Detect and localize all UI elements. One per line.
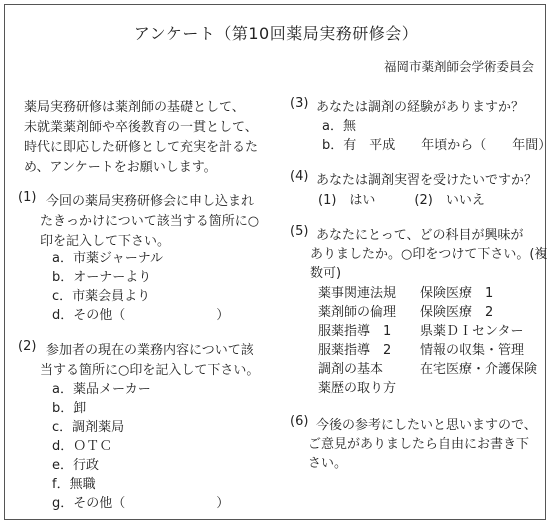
question-number: (6) [290, 414, 309, 429]
page-title: アンケート（第10回薬局実務研修会） [133, 24, 419, 43]
option-item[interactable]: a．薬品メーカー [52, 382, 151, 397]
question-text: 当する箇所に○印を記入して下さい。 [40, 363, 260, 378]
subject-item[interactable]: 服薬指導 1 [318, 324, 392, 339]
question-text: 印を記入して下さい。 [40, 234, 171, 249]
question-number: (1) [18, 190, 37, 205]
option-item[interactable]: f．無職 [52, 477, 96, 492]
option-item[interactable]: c．市薬会員より [52, 289, 151, 304]
subject-item[interactable]: 保険医療 1 [420, 286, 494, 301]
option-item[interactable]: b．有 平成 年頃から（ 年間） [322, 138, 552, 153]
subject-item[interactable]: 県薬ＤＩセンター [420, 324, 524, 339]
intro-line: 時代に即応した研修として充実を計るた [24, 140, 259, 155]
subject-item[interactable]: 薬剤師の倫理 [318, 305, 397, 320]
intro-line: 未就業薬剤師や卒後教育の一貫として、 [24, 120, 258, 135]
question-text: 参加者の現在の業務内容について該 [46, 343, 254, 358]
option-item[interactable]: b．卸 [52, 401, 87, 416]
question-text: あなたは調剤の経験がありますか？ [316, 100, 525, 115]
intro-line: 薬局実務研修は薬剤師の基礎として、 [24, 100, 245, 115]
question-text: さい。 [308, 456, 348, 471]
subject-item[interactable]: 情報の収集・管理 [420, 343, 525, 358]
intro-line: め、アンケートをお願いします。 [24, 160, 217, 175]
subject-item[interactable]: 保険医療 2 [420, 305, 494, 320]
question-text: 今回の薬局実務研修会に申し込まれ [46, 194, 255, 209]
subject-item[interactable]: 薬事関連法規 [318, 286, 397, 301]
question-text: ご意見がありましたら自由にお書き下 [308, 437, 530, 452]
question-number: (4) [290, 169, 309, 184]
option-item[interactable]: d．ＯＴＣ [52, 439, 113, 454]
option-item[interactable]: c．調剤薬局 [52, 420, 125, 435]
option-item[interactable]: (1) はい (2) いいえ [318, 193, 485, 208]
organizer-name: 福岡市薬剤師会学術委員会 [383, 59, 534, 74]
subject-item[interactable]: 調剤の基本 [318, 362, 384, 377]
option-item[interactable]: a．無 [322, 119, 356, 134]
question-text: 今後の参考にしたいと思いますので、 [316, 418, 537, 433]
option-item[interactable]: b．オーナーより [52, 270, 152, 285]
option-item[interactable]: g．その他（ ） [52, 496, 230, 511]
subject-item[interactable]: 薬歴の取り方 [318, 381, 397, 396]
subject-item[interactable]: 在宅医療・介護保険 [420, 362, 538, 377]
question-text: あなたは調剤実習を受けたいですか？ [316, 173, 538, 188]
option-item[interactable]: d．その他（ ） [52, 308, 230, 323]
question-text: あなたにとって、どの科目が興味が [316, 228, 524, 243]
option-item[interactable]: e．行政 [52, 458, 99, 473]
question-number: (2) [18, 339, 37, 354]
question-text: 数可) [310, 266, 342, 281]
option-item[interactable]: a．市薬ジャーナル [52, 251, 164, 266]
question-text: たきっかけについて該当する箇所に○ [40, 214, 260, 229]
question-number: (5) [290, 224, 309, 239]
subject-item[interactable]: 服薬指導 2 [318, 343, 392, 358]
question-text: ありましたか。○印をつけて下さい。(複 [310, 247, 548, 262]
question-number: (3) [290, 96, 309, 111]
